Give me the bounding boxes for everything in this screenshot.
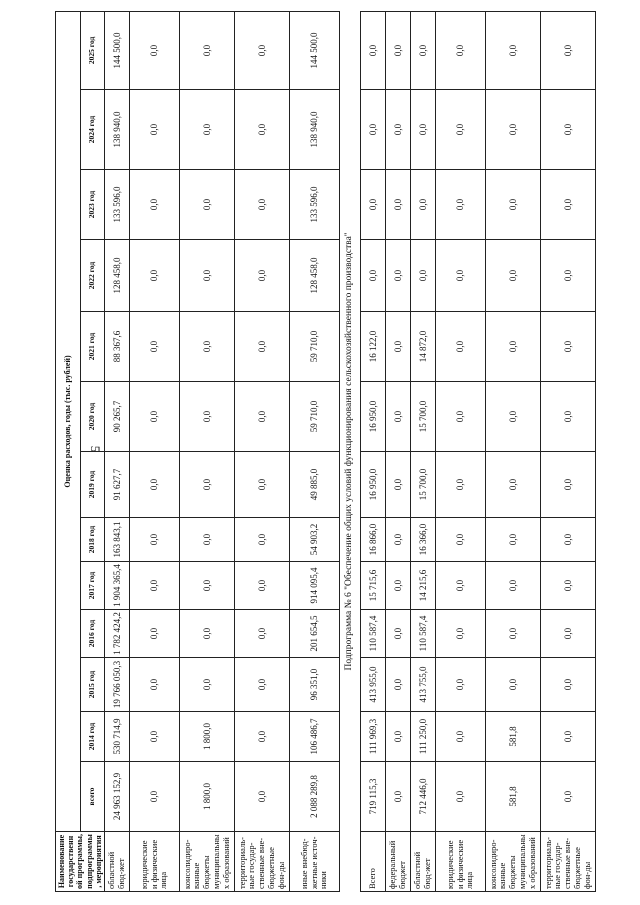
subprogram-row bbox=[339, 11, 360, 891]
value-cell: 0,0 bbox=[385, 11, 410, 89]
value-cell: 0,0 bbox=[385, 240, 410, 312]
value-cell: 16 366,0 bbox=[410, 518, 435, 562]
value-cell: 0,0 bbox=[435, 312, 485, 382]
row-label: областной бюд-жет bbox=[104, 832, 129, 892]
value-cell: 0,0 bbox=[234, 562, 289, 610]
value-cell: 96 351,0 bbox=[289, 658, 339, 712]
value-cell: 0,0 bbox=[485, 562, 540, 610]
value-cell: 0,0 bbox=[485, 658, 540, 712]
header-year: 2019 год bbox=[81, 452, 105, 518]
value-cell: 14 872,0 bbox=[410, 312, 435, 382]
row-label: консолидиро-ванные бюджеты муниципальных образований bbox=[485, 832, 540, 892]
value-cell: 0,0 bbox=[234, 382, 289, 452]
table-body-subprogram bbox=[360, 11, 595, 891]
value-cell: 0,0 bbox=[179, 312, 234, 382]
header-year: 2023 год bbox=[81, 170, 105, 240]
value-cell: 1 782 424,2 bbox=[104, 610, 129, 658]
subprogram-title: Подпрограмма № 6 "Обеспечение общих условий функционирования сельскохозяйственного производства" bbox=[339, 11, 360, 891]
table-row bbox=[360, 11, 385, 891]
value-cell: 59 710,0 bbox=[289, 382, 339, 452]
header-year: 2014 год bbox=[81, 712, 105, 762]
value-cell: 0,0 bbox=[234, 170, 289, 240]
value-cell: 0,0 bbox=[179, 90, 234, 170]
value-cell: 0,0 bbox=[385, 382, 410, 452]
table-row bbox=[129, 11, 179, 891]
value-cell: 0,0 bbox=[435, 382, 485, 452]
value-cell: 0,0 bbox=[179, 170, 234, 240]
value-cell: 138 940,0 bbox=[104, 90, 129, 170]
value-cell: 144 500,0 bbox=[289, 11, 339, 89]
value-cell: 0,0 bbox=[360, 11, 385, 89]
value-cell: 15 715,6 bbox=[360, 562, 385, 610]
header-year: 2017 год bbox=[81, 562, 105, 610]
table-row bbox=[179, 11, 234, 891]
value-cell: 2 088 289,8 bbox=[289, 762, 339, 832]
table-row bbox=[234, 11, 289, 891]
row-label: областной бюд-жет bbox=[410, 832, 435, 892]
value-cell: 0,0 bbox=[234, 240, 289, 312]
value-cell: 0,0 bbox=[179, 452, 234, 518]
row-label: территориаль-ные государ-ственные вне-бюджетные фон-ды bbox=[234, 832, 289, 892]
value-cell: 0,0 bbox=[129, 610, 179, 658]
value-cell: 712 446,0 bbox=[410, 762, 435, 832]
value-cell: 0,0 bbox=[234, 452, 289, 518]
value-cell: 0,0 bbox=[485, 90, 540, 170]
value-cell: 0,0 bbox=[485, 170, 540, 240]
header-year: 2016 год bbox=[81, 610, 105, 658]
header-year: 2022 год bbox=[81, 240, 105, 312]
value-cell: 0,0 bbox=[435, 658, 485, 712]
value-cell: 128 458,0 bbox=[104, 240, 129, 312]
value-cell: 0,0 bbox=[179, 610, 234, 658]
value-cell: 0,0 bbox=[540, 11, 595, 89]
value-cell: 0,0 bbox=[435, 762, 485, 832]
value-cell: 0,0 bbox=[179, 240, 234, 312]
value-cell: 0,0 bbox=[129, 562, 179, 610]
value-cell: 0,0 bbox=[410, 11, 435, 89]
value-cell: 0,0 bbox=[129, 712, 179, 762]
table-row bbox=[104, 11, 129, 891]
value-cell: 0,0 bbox=[435, 452, 485, 518]
value-cell: 0,0 bbox=[540, 452, 595, 518]
value-cell: 0,0 bbox=[360, 170, 385, 240]
value-cell: 0,0 bbox=[385, 312, 410, 382]
value-cell: 0,0 bbox=[385, 518, 410, 562]
value-cell: 138 940,0 bbox=[289, 90, 339, 170]
value-cell: 413 755,0 bbox=[410, 658, 435, 712]
value-cell: 0,0 bbox=[234, 312, 289, 382]
value-cell: 0,0 bbox=[540, 170, 595, 240]
row-label: консолидиро-ванные бюджеты муниципальных образований bbox=[179, 832, 234, 892]
value-cell: 0,0 bbox=[234, 762, 289, 832]
header-row-years bbox=[81, 11, 105, 891]
value-cell: 0,0 bbox=[485, 452, 540, 518]
value-cell: 0,0 bbox=[129, 658, 179, 712]
value-cell: 14 215,6 bbox=[410, 562, 435, 610]
value-cell: 144 500,0 bbox=[104, 11, 129, 89]
value-cell: 16 950,0 bbox=[360, 452, 385, 518]
value-cell: 0,0 bbox=[129, 382, 179, 452]
header-year: 2015 год bbox=[81, 658, 105, 712]
value-cell: 0,0 bbox=[234, 90, 289, 170]
value-cell: 581,8 bbox=[485, 712, 540, 762]
row-label: Всего bbox=[360, 832, 385, 892]
value-cell: 16 950,0 bbox=[360, 382, 385, 452]
header-group: Оценка расходов, годы (тыс. рублей) bbox=[56, 11, 81, 831]
value-cell: 0,0 bbox=[385, 712, 410, 762]
value-cell: 0,0 bbox=[435, 518, 485, 562]
header-name-col: Наименование государственной программы, подпрограммы, мероприятия bbox=[56, 832, 105, 892]
value-cell: 15 700,0 bbox=[410, 382, 435, 452]
budget-table bbox=[55, 11, 596, 892]
budget-table-sheet bbox=[55, 12, 592, 892]
header-year: всего bbox=[81, 762, 105, 832]
subprogram-section bbox=[339, 11, 360, 891]
value-cell: 111 969,3 bbox=[360, 712, 385, 762]
table-row bbox=[485, 11, 540, 891]
value-cell: 1 904 365,4 bbox=[104, 562, 129, 610]
value-cell: 0,0 bbox=[179, 562, 234, 610]
table-row bbox=[540, 11, 595, 891]
value-cell: 0,0 bbox=[540, 518, 595, 562]
value-cell: 0,0 bbox=[410, 240, 435, 312]
table-row bbox=[385, 11, 410, 891]
value-cell: 88 367,6 bbox=[104, 312, 129, 382]
value-cell: 0,0 bbox=[435, 712, 485, 762]
value-cell: 0,0 bbox=[385, 562, 410, 610]
value-cell: 0,0 bbox=[540, 240, 595, 312]
table-row bbox=[289, 11, 339, 891]
value-cell: 0,0 bbox=[234, 610, 289, 658]
value-cell: 0,0 bbox=[435, 11, 485, 89]
table-body-main bbox=[104, 11, 339, 891]
value-cell: 163 843,1 bbox=[104, 518, 129, 562]
value-cell: 0,0 bbox=[385, 762, 410, 832]
value-cell: 0,0 bbox=[485, 518, 540, 562]
value-cell: 0,0 bbox=[179, 382, 234, 452]
value-cell: 0,0 bbox=[129, 11, 179, 89]
value-cell: 59 710,0 bbox=[289, 312, 339, 382]
value-cell: 530 714,9 bbox=[104, 712, 129, 762]
value-cell: 0,0 bbox=[385, 170, 410, 240]
value-cell: 49 885,0 bbox=[289, 452, 339, 518]
value-cell: 0,0 bbox=[385, 90, 410, 170]
value-cell: 111 250,0 bbox=[410, 712, 435, 762]
header-row-group bbox=[56, 11, 81, 891]
value-cell: 0,0 bbox=[435, 240, 485, 312]
row-label: территориаль-ные государ-ственные вне-бюджетные фон-ды bbox=[540, 832, 595, 892]
value-cell: 0,0 bbox=[129, 518, 179, 562]
value-cell: 0,0 bbox=[179, 518, 234, 562]
header-year: 2025 год bbox=[81, 11, 105, 89]
value-cell: 133 596,0 bbox=[289, 170, 339, 240]
value-cell: 0,0 bbox=[129, 312, 179, 382]
value-cell: 1 800,0 bbox=[179, 712, 234, 762]
value-cell: 413 955,0 bbox=[360, 658, 385, 712]
value-cell: 0,0 bbox=[129, 240, 179, 312]
value-cell: 0,0 bbox=[435, 562, 485, 610]
page-number: 5 bbox=[88, 445, 103, 453]
value-cell: 15 700,0 bbox=[410, 452, 435, 518]
value-cell: 106 486,7 bbox=[289, 712, 339, 762]
value-cell: 0,0 bbox=[435, 90, 485, 170]
table-row bbox=[435, 11, 485, 891]
value-cell: 0,0 bbox=[360, 90, 385, 170]
value-cell: 0,0 bbox=[485, 610, 540, 658]
value-cell: 0,0 bbox=[129, 452, 179, 518]
value-cell: 110 587,4 bbox=[410, 610, 435, 658]
value-cell: 0,0 bbox=[435, 610, 485, 658]
value-cell: 133 596,0 bbox=[104, 170, 129, 240]
value-cell: 0,0 bbox=[385, 610, 410, 658]
value-cell: 0,0 bbox=[540, 658, 595, 712]
value-cell: 19 766 050,3 bbox=[104, 658, 129, 712]
value-cell: 16 866,0 bbox=[360, 518, 385, 562]
value-cell: 0,0 bbox=[540, 762, 595, 832]
value-cell: 0,0 bbox=[410, 90, 435, 170]
row-label: федеральный бюджет bbox=[385, 832, 410, 892]
value-cell: 0,0 bbox=[485, 11, 540, 89]
value-cell: 0,0 bbox=[360, 240, 385, 312]
header-year: 2024 год bbox=[81, 90, 105, 170]
value-cell: 0,0 bbox=[129, 762, 179, 832]
value-cell: 128 458,0 bbox=[289, 240, 339, 312]
value-cell: 0,0 bbox=[385, 452, 410, 518]
header-year: 2018 год bbox=[81, 518, 105, 562]
value-cell: 24 963 152,9 bbox=[104, 762, 129, 832]
value-cell: 0,0 bbox=[485, 312, 540, 382]
value-cell: 0,0 bbox=[540, 712, 595, 762]
row-label: юридические и физические лица bbox=[129, 832, 179, 892]
value-cell: 0,0 bbox=[129, 170, 179, 240]
row-label: юридические и физические лица bbox=[435, 832, 485, 892]
value-cell: 719 115,3 bbox=[360, 762, 385, 832]
value-cell: 0,0 bbox=[129, 90, 179, 170]
value-cell: 0,0 bbox=[385, 658, 410, 712]
value-cell: 0,0 bbox=[485, 240, 540, 312]
header-year: 2021 год bbox=[81, 312, 105, 382]
value-cell: 90 265,7 bbox=[104, 382, 129, 452]
table-row bbox=[410, 11, 435, 891]
value-cell: 914 095,4 bbox=[289, 562, 339, 610]
value-cell: 0,0 bbox=[540, 382, 595, 452]
value-cell: 0,0 bbox=[435, 170, 485, 240]
value-cell: 0,0 bbox=[485, 382, 540, 452]
header-year: 2020 год bbox=[81, 382, 105, 452]
value-cell: 110 587,4 bbox=[360, 610, 385, 658]
value-cell: 0,0 bbox=[540, 90, 595, 170]
value-cell: 0,0 bbox=[179, 11, 234, 89]
value-cell: 16 122,0 bbox=[360, 312, 385, 382]
value-cell: 0,0 bbox=[179, 658, 234, 712]
row-label: иные внебюд-жетные источ-ники bbox=[289, 832, 339, 892]
value-cell: 0,0 bbox=[234, 658, 289, 712]
value-cell: 581,8 bbox=[485, 762, 540, 832]
value-cell: 54 903,2 bbox=[289, 518, 339, 562]
value-cell: 0,0 bbox=[540, 610, 595, 658]
value-cell: 0,0 bbox=[234, 11, 289, 89]
value-cell: 0,0 bbox=[410, 170, 435, 240]
value-cell: 201 654,5 bbox=[289, 610, 339, 658]
value-cell: 0,0 bbox=[540, 562, 595, 610]
value-cell: 91 627,7 bbox=[104, 452, 129, 518]
value-cell: 0,0 bbox=[234, 518, 289, 562]
value-cell: 1 800,0 bbox=[179, 762, 234, 832]
value-cell: 0,0 bbox=[234, 712, 289, 762]
value-cell: 0,0 bbox=[540, 312, 595, 382]
